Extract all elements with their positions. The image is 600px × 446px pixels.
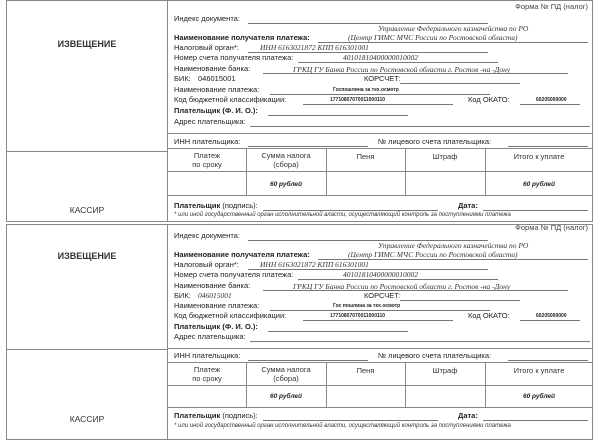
payer-address-line: [250, 126, 590, 127]
tax-authority-value: ИНН 6163021872 КПП 616301001: [260, 43, 369, 52]
signature-label: [174, 412, 258, 420]
left-divider: [7, 151, 167, 152]
tax-authority-label: Налоговый орган*:: [174, 260, 239, 269]
account-line: [298, 62, 498, 63]
korr-label: КОРСЧЕТ:: [364, 74, 401, 83]
total-amount: 60 рублей: [522, 181, 555, 188]
account-label: Номер счета получателя платежа:: [174, 270, 294, 279]
payment-name-line: [270, 310, 490, 311]
col-total: Итого к уплате: [513, 366, 565, 375]
account-label: Номер счета получателя платежа:: [174, 53, 294, 62]
form-body: [168, 1, 592, 221]
recipient-line1: Управление Федерального казначейства по РО: [378, 241, 529, 250]
amounts-table: [168, 148, 592, 196]
kbk-line: [303, 104, 453, 105]
left-column: [7, 1, 168, 221]
okato-line: [520, 104, 580, 105]
okato-value: 60205000000: [536, 313, 567, 319]
footnote: * или иной государственный орган исполнительной власти, осуществляющий контроль за поступлениями платежа: [174, 212, 511, 218]
personal-account-line: [508, 146, 588, 147]
payer-address-label: Адрес плательщика:: [174, 332, 246, 341]
payer-address-label: Адрес плательщика:: [174, 117, 246, 126]
bik-label: БИК:: [174, 291, 191, 300]
col-tax: Сумма налога (сбора): [261, 151, 311, 169]
signature-label-suffix: (подпись):: [220, 411, 258, 420]
payer-address-line: [250, 341, 590, 342]
payer-label: Плательщик (Ф. И. О.):: [174, 322, 258, 331]
date-label: Дата:: [458, 201, 478, 210]
bik-label: БИК:: [174, 74, 191, 83]
date-label: Дата:: [458, 411, 478, 420]
payer-inn-label: ИНН плательщика:: [174, 351, 241, 360]
account-value: 40101810400000010002: [343, 270, 418, 279]
tax-amount: 60 рублей: [269, 181, 302, 188]
personal-account-label: № лицевого счета плательщика:: [378, 137, 492, 146]
col-fine: Штраф: [432, 366, 458, 375]
col-total: Итого к уплате: [513, 152, 565, 161]
section-divider: [168, 133, 592, 134]
payment-name-line: [270, 94, 490, 95]
form-title: Форма № ПД (налог): [515, 2, 588, 11]
bank-line: [263, 290, 568, 291]
doc-index-label: Индекс документа:: [174, 231, 240, 240]
form-title: Форма № ПД (налог): [515, 223, 588, 232]
notice-title: ИЗВЕЩЕНИЕ: [57, 39, 117, 49]
date-line: [483, 420, 588, 421]
account-line: [298, 279, 498, 280]
bank-label: Наименование банка:: [174, 64, 251, 73]
signature-label-bold: Плательщик: [174, 201, 221, 210]
korr-line: [400, 83, 520, 84]
signature-line: [263, 210, 438, 211]
payer-line: [268, 331, 408, 332]
date-line: [483, 210, 588, 211]
korr-label: КОРСЧЕТ:: [364, 291, 401, 300]
personal-account-line: [508, 360, 588, 361]
amounts-table: [168, 362, 592, 408]
payer-label: Плательщик (Ф. И. О.):: [174, 106, 258, 115]
recipient-line1: Управление Федерального казначейства по РО: [378, 24, 529, 33]
kbk-value: 17710807070011000110: [330, 97, 386, 103]
signature-label-bold: Плательщик: [174, 411, 221, 420]
okato-line: [520, 320, 580, 321]
payment-name-value: Госпошлина за тех.осмотр: [333, 87, 399, 93]
payer-inn-line: [248, 360, 368, 361]
recipient-line2: (Центр ГИМС МЧС России по Ростовской области): [348, 250, 518, 259]
payment-name-value: Гос пошлина за тех.осмотр: [333, 303, 401, 309]
payment-form-bottom: [6, 224, 593, 440]
signature-label-suffix: (подпись):: [220, 201, 258, 210]
okato-value: 60205000000: [536, 97, 567, 103]
signature-line: [263, 420, 438, 421]
payer-inn-line: [248, 146, 368, 147]
cashier-label: КАССИР: [69, 205, 105, 215]
bank-value: ГРКЦ ГУ Банка России по Ростовской области г. Ростов -на -Дону: [293, 65, 511, 74]
payer-line: [268, 115, 408, 116]
bik-value: 046015001: [198, 74, 236, 83]
payment-name-label: Наименование платежа:: [174, 301, 260, 310]
amounts-table-row-divider: [168, 385, 592, 386]
notice-title: ИЗВЕЩЕНИЕ: [57, 251, 117, 261]
cashier-label: КАССИР: [69, 414, 105, 424]
okato-label: Код ОКАТО:: [468, 311, 510, 320]
bank-label: Наименование банка:: [174, 281, 251, 290]
col-tax: Сумма налога (сбора): [261, 365, 311, 383]
kbk-line: [303, 320, 453, 321]
bank-value: ГРКЦ ГУ Банка России по Ростовской области г. Ростов -на -Дону: [293, 282, 511, 291]
tax-authority-value: ИНН 6163021872 КПП 616301001: [260, 260, 369, 269]
left-column: [7, 225, 168, 439]
col-term: Платеж по сроку: [192, 151, 222, 169]
kbk-label: Код бюджетной классификации:: [174, 311, 287, 320]
col-term: Платеж по сроку: [192, 365, 222, 383]
tax-authority-label: Налоговый орган*:: [174, 43, 239, 52]
bank-line: [263, 73, 568, 74]
total-amount: 60 рублей: [522, 393, 555, 400]
korr-line: [400, 300, 520, 301]
okato-label: Код ОКАТО:: [468, 95, 510, 104]
recipient-line2: (Центр ГИМС МЧС России по Ростовской области): [348, 33, 518, 42]
doc-index-label: Индекс документа:: [174, 14, 240, 23]
amounts-table-row-divider: [168, 171, 592, 172]
payer-inn-label: ИНН плательщика:: [174, 137, 241, 146]
section-divider: [168, 348, 592, 349]
signature-label: [174, 202, 258, 210]
recipient-label: Наименование получателя платежа:: [174, 33, 310, 42]
kbk-label: Код бюджетной классификации:: [174, 95, 287, 104]
bik-value: 046015001: [198, 291, 232, 300]
col-penalty: Пеня: [356, 152, 375, 161]
footnote: * или иной государственный орган исполнительной власти, осуществляющий контроль за поступлениями платежа: [174, 423, 511, 429]
left-divider: [7, 349, 167, 350]
form-body: [168, 225, 592, 439]
tax-amount: 60 рублей: [269, 393, 302, 400]
col-penalty: Пеня: [356, 366, 375, 375]
payment-form-top: [6, 0, 593, 222]
kbk-value: 17710807070011000110: [330, 313, 386, 319]
account-value: 40101810400000010002: [343, 53, 418, 62]
personal-account-label: № лицевого счета плательщика:: [378, 351, 492, 360]
payment-name-label: Наименование платежа:: [174, 85, 260, 94]
col-fine: Штраф: [432, 152, 458, 161]
recipient-label: Наименование получателя платежа:: [174, 250, 310, 259]
